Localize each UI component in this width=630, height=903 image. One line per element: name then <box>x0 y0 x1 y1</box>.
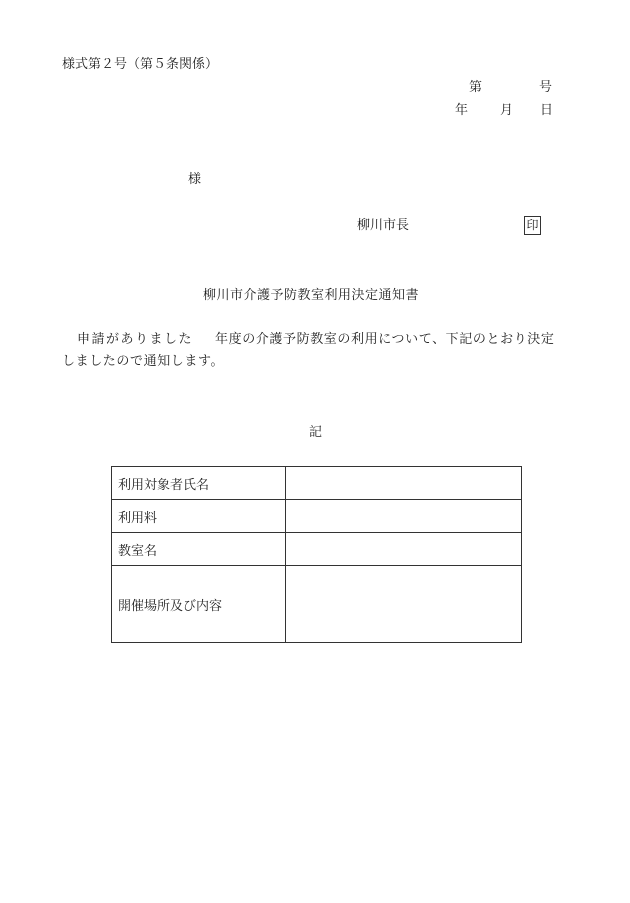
body-line2: しましたので通知します。 <box>62 354 225 369</box>
addressee-suffix: 様 <box>188 172 202 187</box>
body-part1: 申請がありました <box>77 332 194 347</box>
table-row <box>112 533 522 566</box>
seal-mark: 印 <box>524 216 541 235</box>
number-suffix: 号 <box>539 80 553 95</box>
table-row <box>112 566 522 643</box>
sender: 柳川市長 <box>357 218 410 233</box>
document-title: 柳川市介護予防教室利用決定通知書 <box>203 288 420 303</box>
row-label: 利用対象者氏名 <box>112 467 286 500</box>
form-label: 様式第２号（第５条関係） <box>62 57 219 72</box>
details-table <box>111 466 522 643</box>
row-value <box>286 533 522 566</box>
row-label: 利用料 <box>112 500 286 533</box>
row-label: 教室名 <box>112 533 286 566</box>
date-month: 月 <box>500 103 514 118</box>
body-part2: 年度の介護予防教室の利用について、下記のとおり決定 <box>215 332 555 347</box>
date-day: 日 <box>540 103 554 118</box>
row-value <box>286 566 522 643</box>
row-label: 開催場所及び内容 <box>112 566 286 643</box>
table-row <box>112 500 522 533</box>
row-value <box>286 500 522 533</box>
row-value <box>286 467 522 500</box>
table-row <box>112 467 522 500</box>
number-prefix: 第 <box>469 80 483 95</box>
date-year: 年 <box>455 103 469 118</box>
ki-heading: 記 <box>309 425 323 440</box>
